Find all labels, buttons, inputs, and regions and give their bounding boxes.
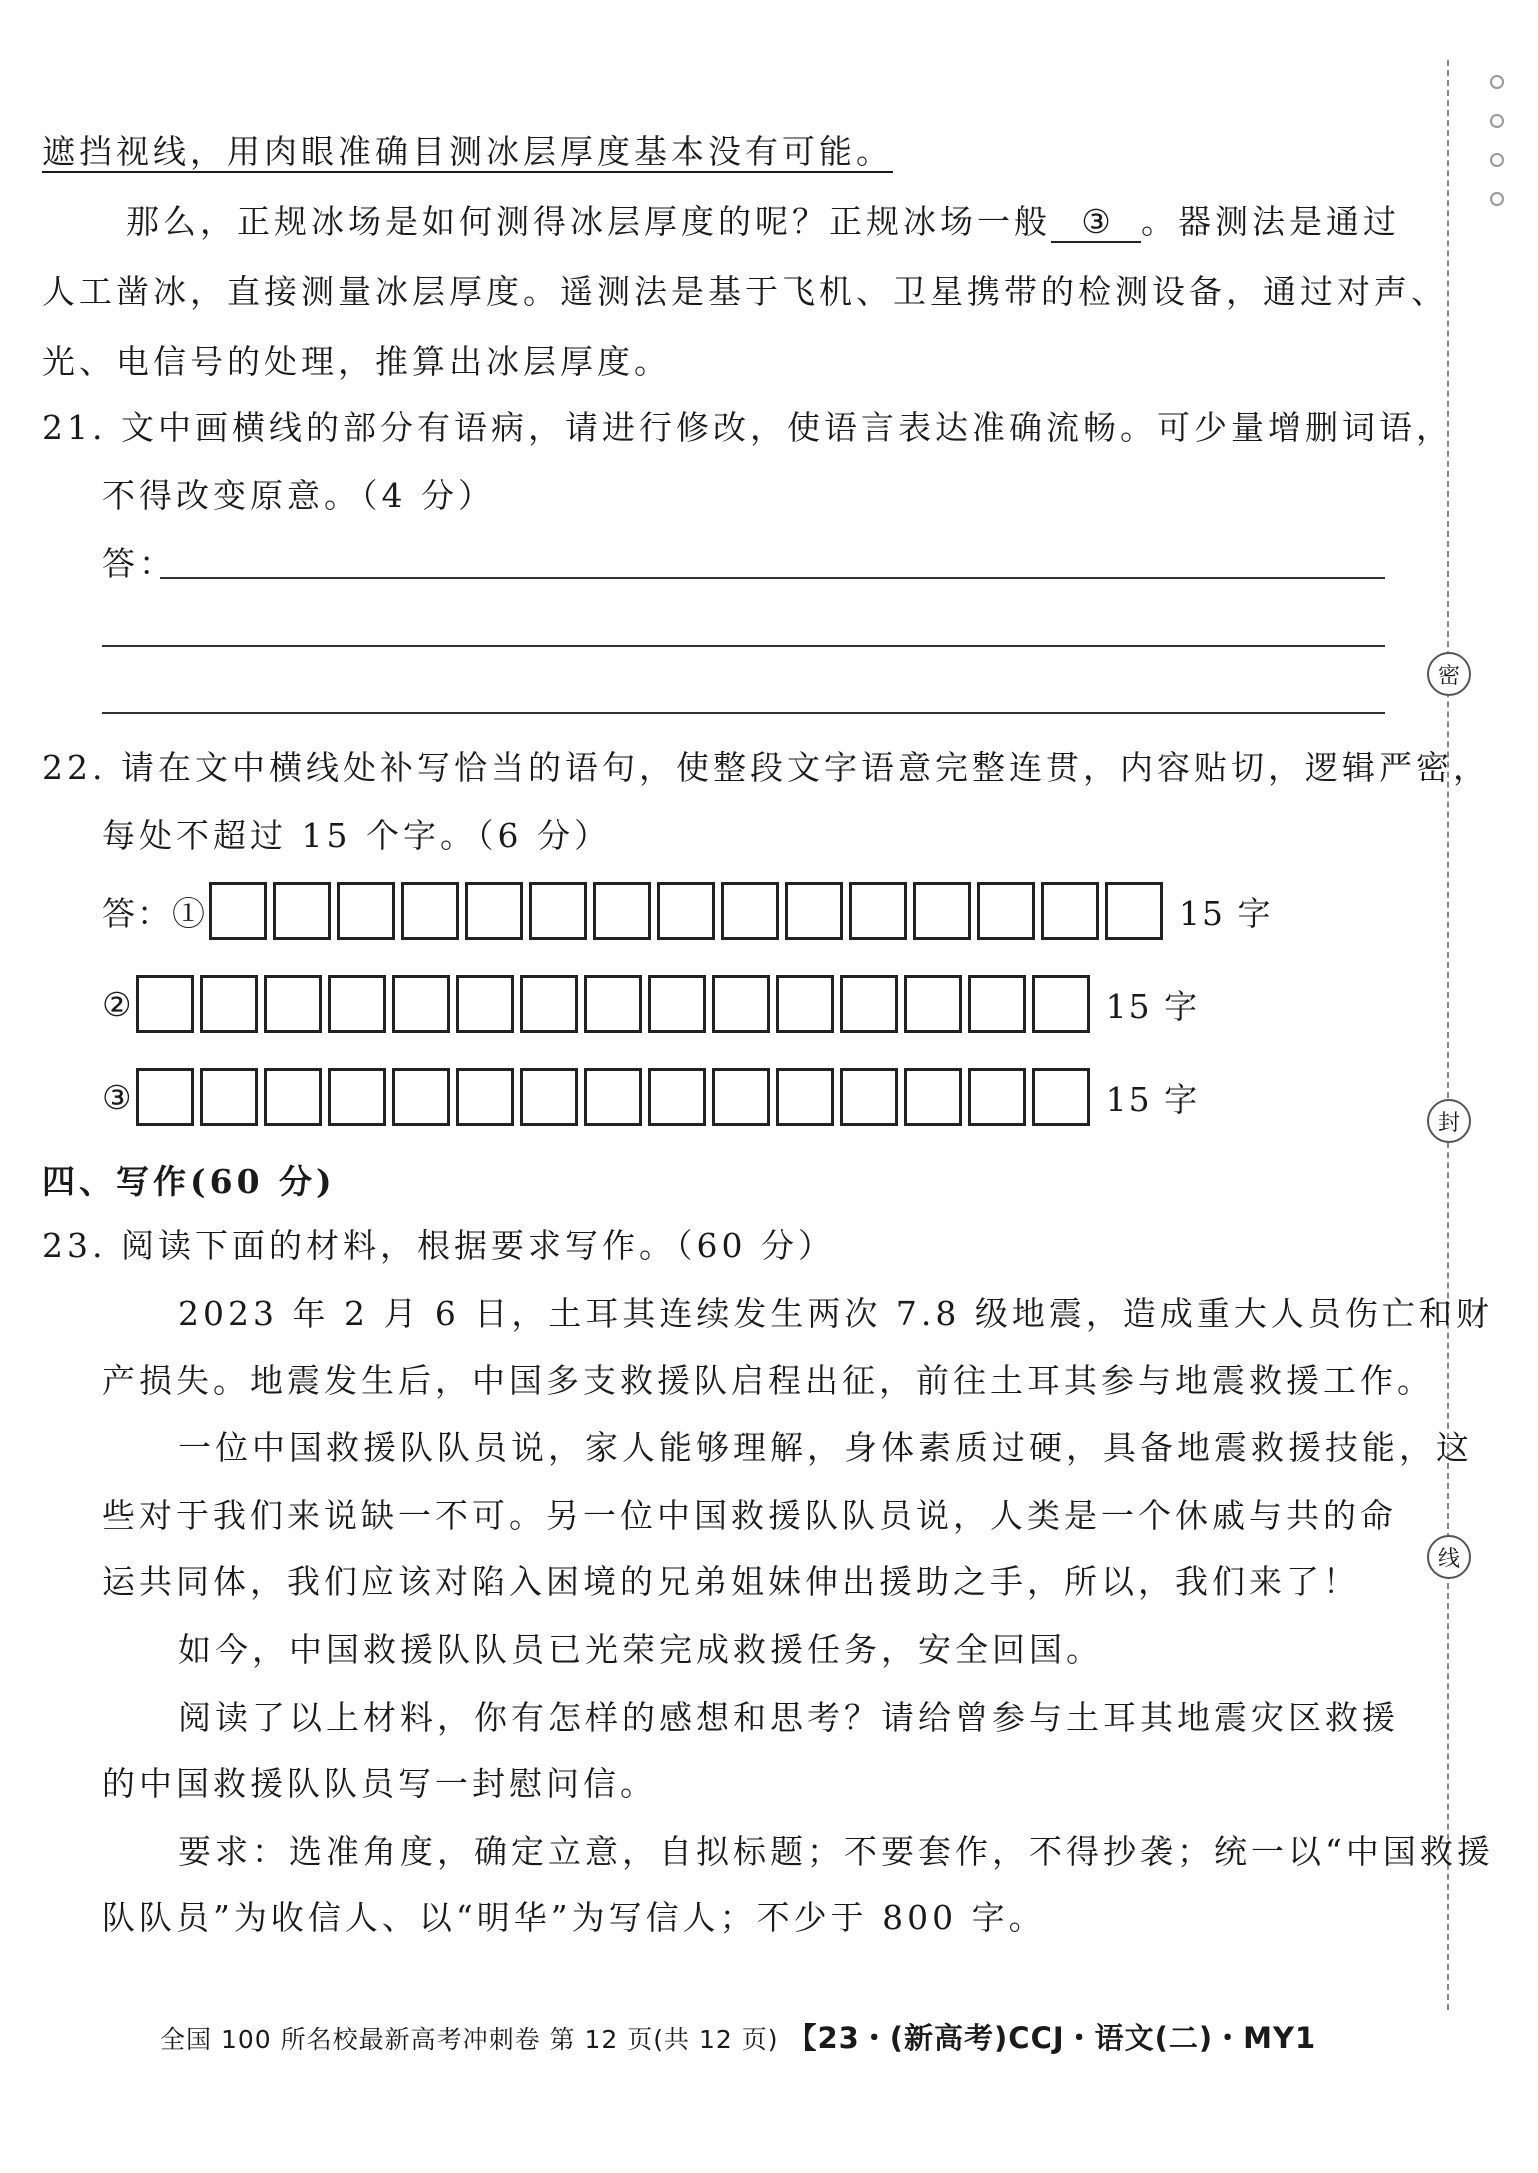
answer-grid-1: [102, 882, 1272, 940]
marker-2: ②: [102, 984, 134, 1024]
material-paragraph-3: 如今，中国救援队队员已光荣完成救援任务，安全回国。: [178, 1630, 1103, 1669]
material-paragraph-2-cont: 些对于我们来说缺一不可。另一位中国救援队队员说，人类是一个休戚与共的命: [102, 1496, 1397, 1535]
char-box[interactable]: [1032, 1068, 1090, 1126]
char-box[interactable]: [456, 1068, 514, 1126]
char-box[interactable]: [392, 1068, 450, 1126]
char-box[interactable]: [401, 882, 459, 940]
question-21-points: 不得改变原意。（4 分）: [102, 476, 495, 515]
char-box[interactable]: [913, 882, 971, 940]
page-footer: [160, 2016, 1316, 2057]
char-box[interactable]: [520, 975, 578, 1033]
answer-line-21-3[interactable]: [102, 712, 1385, 714]
char-box[interactable]: [328, 1068, 386, 1126]
char-box[interactable]: [264, 975, 322, 1033]
char-box[interactable]: [657, 882, 715, 940]
requirements-cont: 队队员”为收信人、以“明华”为写信人；不少于 800 字。: [102, 1898, 1046, 1937]
answer-line-21-2[interactable]: [102, 645, 1385, 647]
char-box[interactable]: [840, 1068, 898, 1126]
binding-dashed-line: [1447, 60, 1449, 2010]
passage-line: 光、电信号的处理，推算出冰层厚度。: [42, 342, 671, 381]
answer-label-21: 答：: [102, 544, 176, 583]
char-limit: 15 字: [1105, 1079, 1200, 1119]
question-21: 21. 文中画横线的部分有语病，请进行修改，使语言表达准确流畅。可少量增删词语，: [42, 408, 1453, 447]
passage-line: 人工凿冰，直接测量冰层厚度。遥测法是基于飞机、卫星携带的检测设备，通过对声、: [42, 272, 1448, 311]
seal-mark-feng: 封: [1427, 1099, 1471, 1143]
footer-text: 全国 100 所名校最新高考冲刺卷 第 12 页(共 12 页): [160, 2025, 779, 2054]
char-box[interactable]: [712, 975, 770, 1033]
question-23: 23. 阅读下面的材料，根据要求写作。（60 分）: [42, 1226, 835, 1265]
blank-3: ③: [1051, 202, 1141, 243]
passage-line: 那么，正规冰场是如何测得冰层厚度的呢？正规冰场一般 ③ 。器测法是通过: [126, 202, 1400, 241]
section-title-writing: 四、写作(60 分): [42, 1162, 336, 1201]
question-22-points: 每处不超过 15 个字。（6 分）: [102, 816, 611, 855]
char-box[interactable]: [520, 1068, 578, 1126]
material-paragraph-4: 阅读了以上材料，你有怎样的感想和思考？请给曾参与土耳其地震灾区救援: [178, 1698, 1399, 1737]
material-paragraph-4-cont: 的中国救援队队员写一封慰问信。: [102, 1764, 657, 1803]
char-box[interactable]: [712, 1068, 770, 1126]
answer-line-21-1[interactable]: [160, 577, 1385, 579]
char-box[interactable]: [1041, 882, 1099, 940]
seal-mark-xian: 线: [1427, 1535, 1471, 1579]
char-box[interactable]: [456, 975, 514, 1033]
char-box[interactable]: [648, 1068, 706, 1126]
char-box[interactable]: [337, 882, 395, 940]
underlined-sentence: 遮挡视线，用肉眼准确目测冰层厚度基本没有可能。: [42, 132, 893, 171]
char-box[interactable]: [392, 975, 450, 1033]
char-box[interactable]: [593, 882, 651, 940]
marker-3: ③: [102, 1077, 134, 1117]
char-box[interactable]: [776, 1068, 834, 1126]
answer-label-22: 答：①: [102, 893, 207, 933]
char-box[interactable]: [328, 975, 386, 1033]
char-box[interactable]: [904, 975, 962, 1033]
seal-mark-mi: 密: [1427, 652, 1471, 696]
char-box[interactable]: [776, 975, 834, 1033]
char-box[interactable]: [136, 975, 194, 1033]
char-box[interactable]: [904, 1068, 962, 1126]
answer-grid-3: [102, 1068, 1199, 1126]
char-box[interactable]: [721, 882, 779, 940]
char-box[interactable]: [200, 975, 258, 1033]
char-box[interactable]: [209, 882, 267, 940]
char-box[interactable]: [584, 1068, 642, 1126]
char-box[interactable]: [136, 1068, 194, 1126]
char-box[interactable]: [977, 882, 1035, 940]
char-box[interactable]: [264, 1068, 322, 1126]
footer-code: 【23・(新高考)CCJ・语文(二)・MY1: [787, 2021, 1317, 2055]
char-box[interactable]: [968, 1068, 1026, 1126]
char-box[interactable]: [200, 1068, 258, 1126]
char-box[interactable]: [273, 882, 331, 940]
char-limit: 15 字: [1105, 986, 1200, 1026]
char-box[interactable]: [840, 975, 898, 1033]
char-box[interactable]: [849, 882, 907, 940]
question-22: 22. 请在文中横线处补写恰当的语句，使整段文字语意完整连贯，内容贴切，逻辑严密，: [42, 748, 1490, 787]
material-paragraph-2-cont: 运共同体，我们应该对陷入困境的兄弟姐妹伸出援助之手，所以，我们来了！: [102, 1562, 1360, 1601]
material-paragraph-1: 2023 年 2 月 6 日，土耳其连续发生两次 7.8 级地震，造成重大人员伤亡和财: [178, 1294, 1493, 1333]
char-box[interactable]: [1105, 882, 1163, 940]
char-box[interactable]: [584, 975, 642, 1033]
char-box[interactable]: [465, 882, 523, 940]
requirements: 要求：选准角度，确定立意，自拟标题；不要套作，不得抄袭；统一以“中国救援: [178, 1832, 1494, 1871]
char-box[interactable]: [785, 882, 843, 940]
char-box[interactable]: [529, 882, 587, 940]
material-paragraph-2: 一位中国救援队队员说，家人能够理解，身体素质过硬，具备地震救援技能，这: [178, 1428, 1473, 1467]
material-paragraph-1-cont: 产损失。地震发生后，中国多支救援队启程出征，前往土耳其参与地震救援工作。: [102, 1361, 1434, 1400]
char-limit: 15 字: [1179, 893, 1273, 933]
char-box[interactable]: [648, 975, 706, 1033]
answer-grid-2: [102, 975, 1199, 1033]
char-box[interactable]: [1032, 975, 1090, 1033]
corner-marks: [1488, 60, 1516, 216]
char-box[interactable]: [968, 975, 1026, 1033]
